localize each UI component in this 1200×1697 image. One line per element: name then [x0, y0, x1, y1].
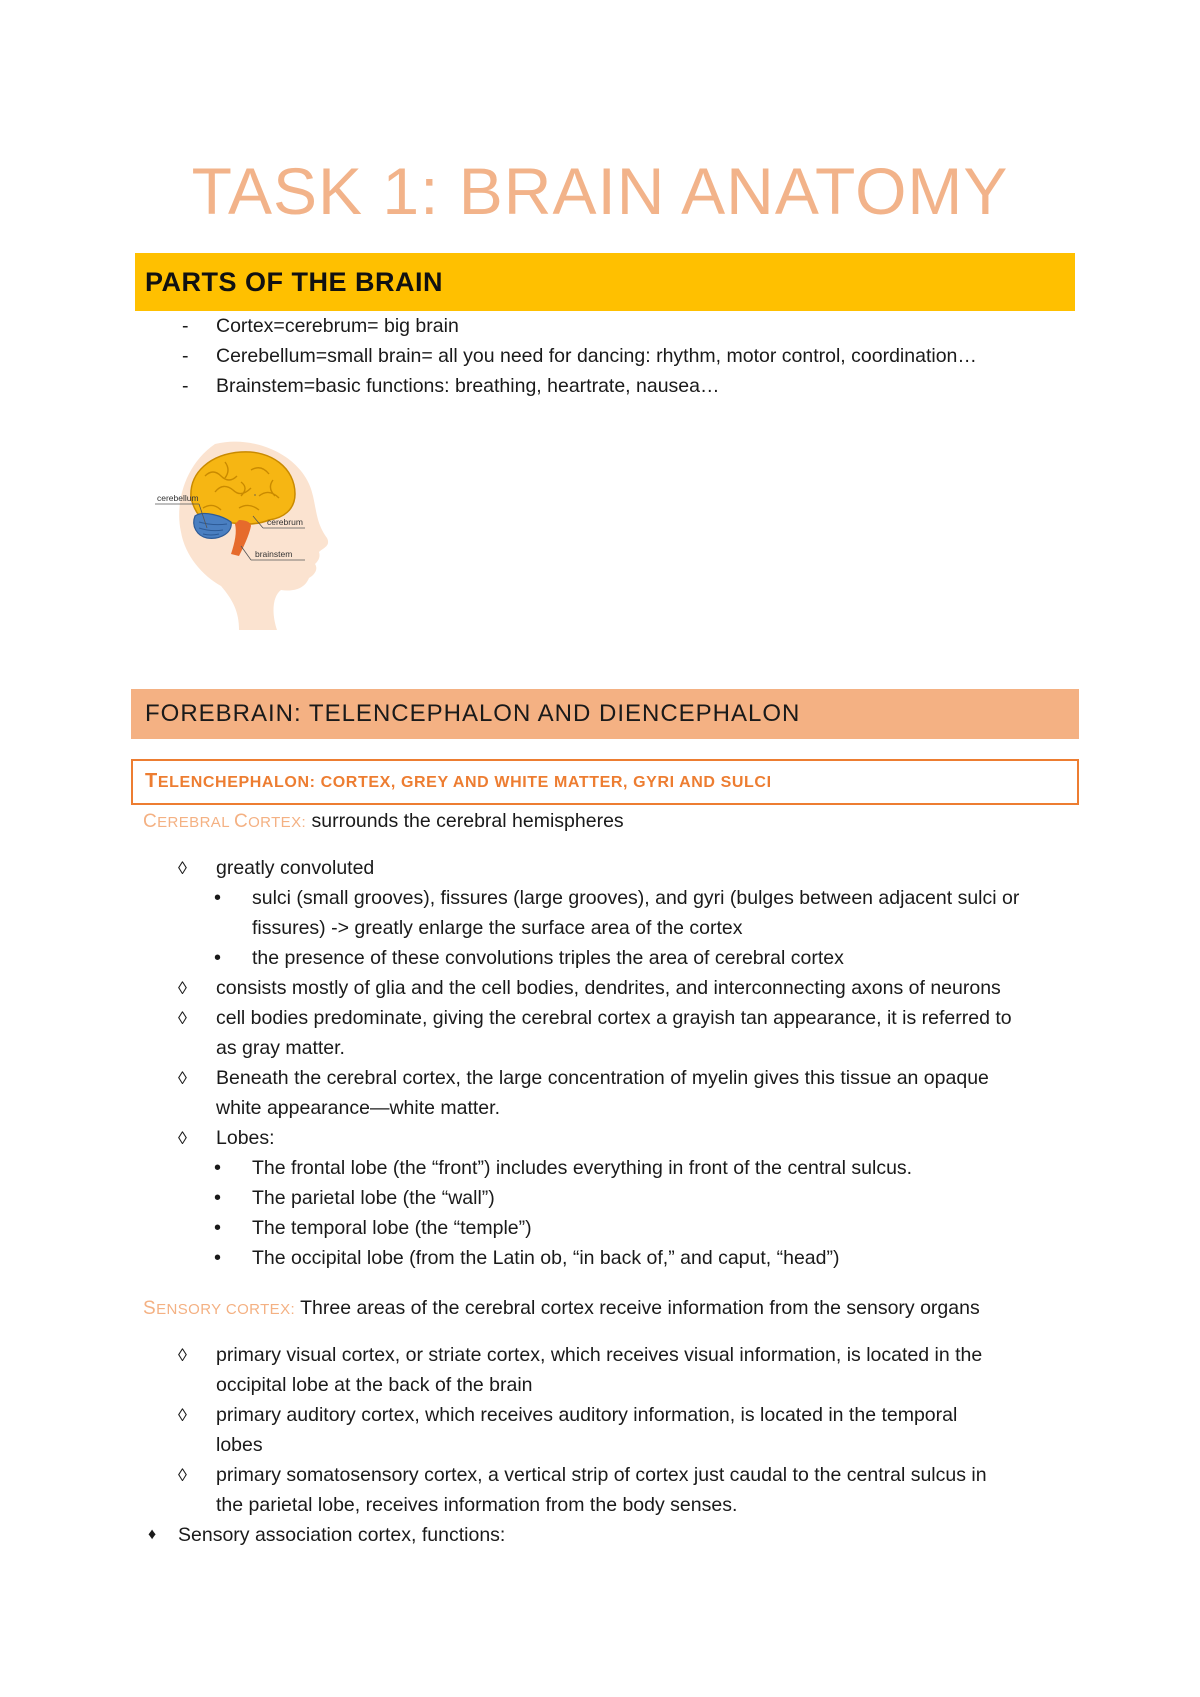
- subheading-telencephalon: TELENCHEPHALON: CORTEX, GREY AND WHITE MATTER, GYRI AND SULCI: [131, 759, 1079, 805]
- label-cerebellum: cerebellum: [157, 493, 199, 503]
- bullet-marker: •: [214, 887, 222, 909]
- list-item-continuation: fissures) -> greatly enlarge the surface area of the cortex: [252, 917, 743, 939]
- bullet-marker: •: [214, 1187, 222, 1209]
- diamond-marker: ◊: [178, 1465, 187, 1485]
- final-list-item: ♦ Sensory association cortex, functions:: [148, 1520, 505, 1550]
- list-item: - Brainstem=basic functions: breathing, heartrate, nausea…: [182, 371, 1082, 401]
- list-item: ◊ primary auditory cortex, which receives auditory information, is located in the temporal: [178, 1400, 1078, 1430]
- label-brainstem: brainstem: [255, 549, 293, 559]
- list-item: - Cerebellum=small brain= all you need for dancing: rhythm, motor control, coordination…: [182, 341, 1082, 371]
- list-item-continuation: occipital lobe at the back of the brain: [216, 1374, 533, 1396]
- brain-anatomy-illustration: [155, 436, 345, 631]
- page-title: TASK 1: BRAIN ANATOMY: [191, 154, 1009, 228]
- bullet-marker: •: [214, 947, 222, 969]
- diamond-marker: ◊: [178, 1405, 187, 1425]
- list-item-continuation: as gray matter.: [216, 1037, 345, 1059]
- list-item: ◊ Beneath the cerebral cortex, the large concentration of myelin gives this tissue an opaque: [178, 1063, 1078, 1093]
- cerebral-cortex-intro: CEREBRAL CORTEX: surrounds the cerebral hemispheres: [143, 810, 624, 832]
- list-item: • The frontal lobe (the “front”) includes everything in front of the central sulcus.: [178, 1153, 1078, 1183]
- diamond-marker: ◊: [178, 1008, 187, 1028]
- diamond-marker: ◊: [178, 858, 187, 878]
- dash-marker: -: [182, 375, 189, 397]
- label-cerebrum: cerebrum: [267, 517, 303, 527]
- lead-label: CEREBRAL CORTEX:: [143, 811, 307, 832]
- list-item: • The occipital lobe (from the Latin ob, “in back of,” and caput, “head”): [178, 1243, 1078, 1273]
- bullet-marker: •: [214, 1157, 222, 1179]
- bullet-marker: •: [214, 1247, 222, 1269]
- sensory-cortex-list: [178, 1340, 1078, 1520]
- list-item: - Cortex=cerebrum= big brain: [182, 311, 1082, 341]
- bullet-marker: •: [214, 1217, 222, 1239]
- list-item: ◊ Lobes:: [178, 1123, 1078, 1153]
- list-item: ◊ greatly convoluted: [178, 853, 1078, 883]
- diamond-marker: ◊: [178, 1345, 187, 1365]
- lead-label: SENSORY CORTEX:: [143, 1298, 296, 1319]
- diamond-marker: ◊: [178, 978, 187, 998]
- filled-diamond-marker: ♦: [148, 1526, 157, 1543]
- dash-marker: -: [182, 315, 189, 337]
- list-item: ◊ primary somatosensory cortex, a vertical strip of cortex just caudal to the central sulcus in: [178, 1460, 1078, 1490]
- list-item: ◊ primary visual cortex, or striate cortex, which receives visual information, is located in the: [178, 1340, 1078, 1370]
- sensory-cortex-intro: SENSORY CORTEX: Three areas of the cerebral cortex receive information from the sensory organs: [143, 1297, 980, 1319]
- list-item-continuation: lobes: [216, 1434, 263, 1456]
- diamond-marker: ◊: [178, 1068, 187, 1088]
- list-item: ◊ cell bodies predominate, giving the cerebral cortex a grayish tan appearance, it is referred to: [178, 1003, 1078, 1033]
- dash-marker: -: [182, 345, 189, 367]
- section-heading-forebrain: FOREBRAIN: TELENCEPHALON AND DIENCEPHALON: [131, 689, 1079, 739]
- list-item: • The temporal lobe (the “temple”): [178, 1213, 1078, 1243]
- cerebral-cortex-list: [178, 853, 1078, 1273]
- parts-list: [182, 311, 1082, 401]
- list-item: • the presence of these convolutions triples the area of cerebral cortex: [178, 943, 1078, 973]
- list-item: ◊ consists mostly of glia and the cell bodies, dendrites, and interconnecting axons of neurons: [178, 973, 1078, 1003]
- diamond-marker: ◊: [178, 1128, 187, 1148]
- section-heading-parts: PARTS OF THE BRAIN: [135, 253, 1075, 311]
- list-item-continuation: the parietal lobe, receives information from the body senses.: [216, 1494, 738, 1516]
- list-item-continuation: white appearance—white matter.: [216, 1097, 500, 1119]
- list-item: • sulci (small grooves), fissures (large grooves), and gyri (bulges between adjacent sulci or: [178, 883, 1078, 913]
- list-item: • The parietal lobe (the “wall”): [178, 1183, 1078, 1213]
